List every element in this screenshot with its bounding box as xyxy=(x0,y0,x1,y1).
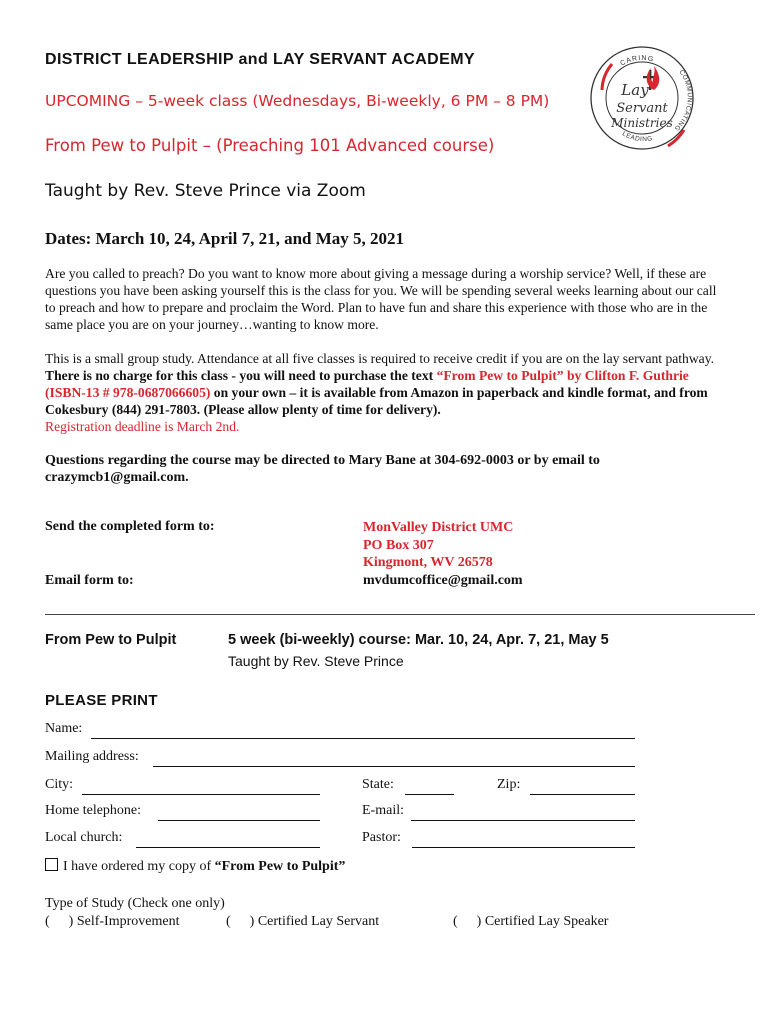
pastor-field[interactable] xyxy=(362,830,635,850)
local-church-input-line[interactable] xyxy=(136,847,320,848)
logo-arc-right: COMMUNICATING xyxy=(672,68,693,133)
intro-paragraph: Are you called to preach? Do you want to know more about giving a message during a worship service? Well, if these are questions you have been asking yourself this is the class for you. We will be spending several weeks learning about our call to preach and how to prepare and proclaim the Word. Plan to have fun and share this experience with those who are in the same place you are on your journey…wanting to know more. xyxy=(45,266,717,332)
logo-word-servant: Servant xyxy=(616,101,668,116)
study-type-label: Type of Study (Check one only) xyxy=(45,896,225,911)
summary-course-name: From Pew to Pulpit xyxy=(45,632,177,648)
address-line-3: Kingmont, WV 26578 xyxy=(363,555,493,570)
upcoming-class-line: UPCOMING – 5-week class (Wednesdays, Bi-weekly, 6 PM – 8 PM) xyxy=(45,92,550,110)
office-email: mvdumcoffice@gmail.com xyxy=(363,572,523,588)
state-label: State: xyxy=(362,777,394,792)
city-input-line[interactable] xyxy=(82,794,320,795)
option-certified-lay-servant-close: ) xyxy=(249,914,255,929)
no-charge-text: There is no charge for this class - you will need to purchase the text xyxy=(45,368,437,383)
zip-input-line[interactable] xyxy=(530,794,635,795)
questions-paragraph: Questions regarding the course may be directed to Mary Bane at 304-692-0003 or by email to crazymcb1@gmail.com. xyxy=(45,453,600,485)
email-form-label: Email form to: xyxy=(45,573,134,588)
option-certified-lay-speaker-close: ) xyxy=(476,914,482,929)
logo-arc-top: CARING xyxy=(619,54,655,68)
mailing-address-block xyxy=(363,519,523,589)
zip-field[interactable] xyxy=(497,777,635,797)
mailing-address-label: Mailing address: xyxy=(45,749,139,764)
address-line-1: MonValley District UMC xyxy=(363,520,514,535)
ordered-copy-text: I have ordered my copy of xyxy=(63,859,215,874)
please-print-heading: PLEASE PRINT xyxy=(45,692,158,709)
city-field[interactable] xyxy=(45,777,320,797)
send-form-label: Send the completed form to: xyxy=(45,519,215,534)
home-telephone-label: Home telephone: xyxy=(45,803,142,818)
email-field[interactable] xyxy=(362,803,635,823)
summary-instructor: Taught by Rev. Steve Prince xyxy=(228,653,404,669)
name-field[interactable] xyxy=(45,721,635,741)
svg-text:COMMUNICATING xyxy=(673,69,693,132)
option-self-improvement[interactable] xyxy=(45,914,179,930)
class-dates: Dates: March 10, 24, April 7, 21, and May 5, 2021 xyxy=(45,229,405,248)
logo-arc-bottom: LEADING xyxy=(620,130,654,144)
svg-text:CARING xyxy=(619,55,654,68)
pastor-label: Pastor: xyxy=(362,830,401,845)
summary-course-details: 5 week (bi-weekly) course: Mar. 10, 24, Apr. 7, 21, May 5 xyxy=(228,632,609,648)
svg-text:LEADING xyxy=(621,130,653,143)
option-certified-lay-servant-label: Certified Lay Servant xyxy=(257,914,380,929)
logo-word-ministries: Ministries xyxy=(611,116,673,130)
logo-word-lay: Lay xyxy=(621,81,649,99)
name-label: Name: xyxy=(45,721,83,736)
local-church-field[interactable] xyxy=(45,830,320,850)
city-label: City: xyxy=(45,777,74,792)
home-telephone-field[interactable] xyxy=(45,803,320,823)
state-field[interactable] xyxy=(362,777,454,797)
pastor-input-line[interactable] xyxy=(412,847,635,848)
zip-label: Zip: xyxy=(497,777,521,792)
option-certified-lay-speaker-open: ( xyxy=(453,914,458,929)
attendance-text: This is a small group study. Attendance at all five classes is required to receive credit if you are on the lay servant pathway. xyxy=(45,351,715,366)
course-title: From Pew to Pulpit – (Preaching 101 Advanced course) xyxy=(45,136,495,155)
instructor-line: Taught by Rev. Steve Prince via Zoom xyxy=(45,181,366,201)
local-church-label: Local church: xyxy=(45,830,123,845)
address-line-2: PO Box 307 xyxy=(363,537,434,553)
registration-deadline: Registration deadline is March 2nd. xyxy=(45,419,240,434)
email-label: E-mail: xyxy=(362,803,404,818)
option-certified-lay-servant-open: ( xyxy=(226,914,231,929)
book-title-text: “From Pew to Pulpit” by Clifton F. Guthrie (ISBN-13 # 978-0687066605) xyxy=(45,368,689,400)
name-input-line[interactable] xyxy=(91,738,635,739)
section-divider xyxy=(45,614,755,615)
mailing-address-field[interactable] xyxy=(45,749,635,769)
ordered-copy-title: “From Pew to Pulpit” xyxy=(214,859,346,874)
email-input-line[interactable] xyxy=(411,820,635,821)
option-self-improvement-open: ( xyxy=(45,914,50,929)
purchase-info-text: on your own – it is available from Amazon in paperback and kindle format, and from Cokesbury (844) 291-7803. (Please allow plenty of time for delivery). xyxy=(45,385,708,417)
option-certified-lay-speaker[interactable] xyxy=(453,914,608,930)
state-input-line[interactable] xyxy=(405,794,454,795)
document-title: DISTRICT LEADERSHIP and LAY SERVANT ACADEMY xyxy=(45,51,475,68)
option-self-improvement-close: ) xyxy=(68,914,74,929)
ordered-copy-row[interactable] xyxy=(45,858,345,875)
ordered-copy-checkbox[interactable] xyxy=(45,858,58,871)
lay-servant-ministries-logo xyxy=(588,44,696,152)
option-self-improvement-label: Self-Improvement xyxy=(76,914,180,929)
option-certified-lay-servant[interactable] xyxy=(226,914,379,930)
class-details-paragraph xyxy=(45,350,725,435)
mailing-address-input-line[interactable] xyxy=(153,766,635,767)
home-telephone-input-line[interactable] xyxy=(158,820,320,821)
option-certified-lay-speaker-label: Certified Lay Speaker xyxy=(484,914,609,929)
